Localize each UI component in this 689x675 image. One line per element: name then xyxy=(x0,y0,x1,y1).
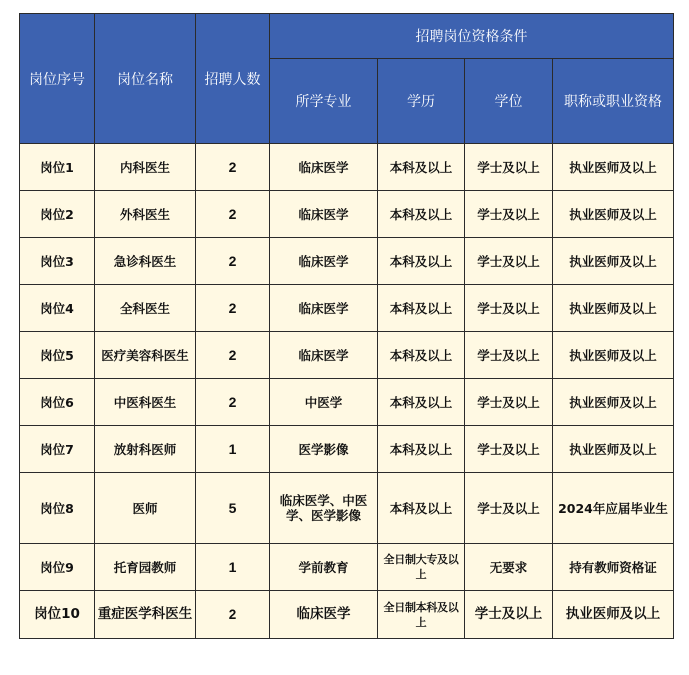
cell-major: 中医学 xyxy=(270,379,378,426)
cell-degree: 学士及以上 xyxy=(465,426,553,473)
cell-name: 医师 xyxy=(95,473,196,544)
cell-qualification: 执业医师及以上 xyxy=(553,238,674,285)
table-row xyxy=(20,238,674,285)
cell-major: 临床医学 xyxy=(270,191,378,238)
cell-qualification: 持有教师资格证 xyxy=(553,544,674,591)
cell-degree: 学士及以上 xyxy=(465,591,553,639)
cell-count: 5 xyxy=(196,473,270,544)
cell-name: 放射科医师 xyxy=(95,426,196,473)
cell-seq: 岗位3 xyxy=(20,238,95,285)
cell-qualification: 执业医师及以上 xyxy=(553,379,674,426)
cell-seq: 岗位4 xyxy=(20,285,95,332)
cell-degree: 学士及以上 xyxy=(465,144,553,191)
cell-seq: 岗位9 xyxy=(20,544,95,591)
header-qualification: 职称或职业资格 xyxy=(553,59,674,144)
header-major: 所学专业 xyxy=(270,59,378,144)
cell-seq: 岗位5 xyxy=(20,332,95,379)
recruitment-table xyxy=(19,13,674,639)
cell-education: 本科及以上 xyxy=(378,191,465,238)
header-education: 学历 xyxy=(378,59,465,144)
cell-degree: 无要求 xyxy=(465,544,553,591)
table-row xyxy=(20,379,674,426)
cell-education: 本科及以上 xyxy=(378,144,465,191)
cell-major: 临床医学 xyxy=(270,591,378,639)
cell-seq: 岗位1 xyxy=(20,144,95,191)
table-row xyxy=(20,426,674,473)
table-row xyxy=(20,544,674,591)
cell-count: 2 xyxy=(196,191,270,238)
cell-count: 1 xyxy=(196,544,270,591)
table-row xyxy=(20,285,674,332)
table-row xyxy=(20,473,674,544)
table-row xyxy=(20,144,674,191)
cell-degree: 学士及以上 xyxy=(465,379,553,426)
cell-count: 2 xyxy=(196,379,270,426)
cell-count: 1 xyxy=(196,426,270,473)
cell-education: 本科及以上 xyxy=(378,332,465,379)
cell-seq: 岗位2 xyxy=(20,191,95,238)
cell-degree: 学士及以上 xyxy=(465,191,553,238)
cell-major: 临床医学 xyxy=(270,238,378,285)
cell-degree: 学士及以上 xyxy=(465,285,553,332)
cell-major: 医学影像 xyxy=(270,426,378,473)
cell-name: 外科医生 xyxy=(95,191,196,238)
table-row xyxy=(20,591,674,639)
table-header xyxy=(20,14,674,144)
table-body xyxy=(20,144,674,639)
cell-degree: 学士及以上 xyxy=(465,473,553,544)
cell-name: 医疗美容科医生 xyxy=(95,332,196,379)
cell-name: 内科医生 xyxy=(95,144,196,191)
cell-count: 2 xyxy=(196,591,270,639)
cell-major: 临床医学 xyxy=(270,285,378,332)
cell-qualification: 执业医师及以上 xyxy=(553,591,674,639)
cell-qualification: 执业医师及以上 xyxy=(553,426,674,473)
cell-qualification: 执业医师及以上 xyxy=(553,191,674,238)
cell-name: 重症医学科医生 xyxy=(95,591,196,639)
cell-seq: 岗位10 xyxy=(20,591,95,639)
cell-qualification: 执业医师及以上 xyxy=(553,144,674,191)
table-row xyxy=(20,332,674,379)
header-name: 岗位名称 xyxy=(95,14,196,144)
table-row xyxy=(20,191,674,238)
cell-seq: 岗位8 xyxy=(20,473,95,544)
cell-count: 2 xyxy=(196,285,270,332)
cell-count: 2 xyxy=(196,144,270,191)
cell-name: 托育园教师 xyxy=(95,544,196,591)
cell-education: 本科及以上 xyxy=(378,379,465,426)
header-conditions: 招聘岗位资格条件 xyxy=(270,14,674,59)
cell-name: 急诊科医生 xyxy=(95,238,196,285)
cell-major: 临床医学 xyxy=(270,332,378,379)
cell-degree: 学士及以上 xyxy=(465,238,553,285)
cell-qualification: 执业医师及以上 xyxy=(553,332,674,379)
cell-education: 本科及以上 xyxy=(378,285,465,332)
cell-major: 临床医学、中医学、医学影像 xyxy=(270,473,378,544)
cell-name: 中医科医生 xyxy=(95,379,196,426)
cell-education: 本科及以上 xyxy=(378,473,465,544)
cell-education: 本科及以上 xyxy=(378,238,465,285)
cell-major: 学前教育 xyxy=(270,544,378,591)
cell-seq: 岗位7 xyxy=(20,426,95,473)
cell-education: 本科及以上 xyxy=(378,426,465,473)
header-seq: 岗位序号 xyxy=(20,14,95,144)
cell-education: 全日制本科及以上 xyxy=(378,591,465,639)
cell-name: 全科医生 xyxy=(95,285,196,332)
cell-education: 全日制大专及以上 xyxy=(378,544,465,591)
header-count: 招聘人数 xyxy=(196,14,270,144)
cell-qualification: 2024年应届毕业生 xyxy=(553,473,674,544)
cell-seq: 岗位6 xyxy=(20,379,95,426)
cell-count: 2 xyxy=(196,238,270,285)
cell-major: 临床医学 xyxy=(270,144,378,191)
header-degree: 学位 xyxy=(465,59,553,144)
cell-qualification: 执业医师及以上 xyxy=(553,285,674,332)
cell-count: 2 xyxy=(196,332,270,379)
cell-degree: 学士及以上 xyxy=(465,332,553,379)
